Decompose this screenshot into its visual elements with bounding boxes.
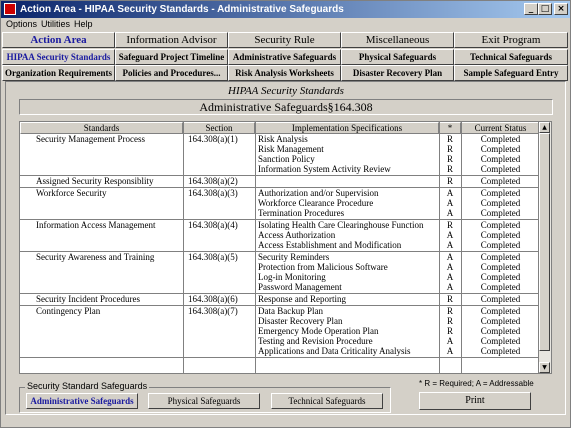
page-title: HIPAA Security Standards: [228, 85, 344, 97]
nav-administrative-safeguards[interactable]: Administrative Safeguards: [228, 49, 341, 65]
req-flag: R: [446, 294, 453, 304]
status-value: Completed: [480, 230, 521, 240]
req-flag: R: [446, 220, 453, 230]
status-value: Completed: [480, 144, 521, 154]
status-value: Completed: [480, 134, 521, 144]
spec-item: Access Establishment and Modification: [258, 240, 402, 250]
nav-safeguard-project-timeline[interactable]: Safeguard Project Timeline: [115, 49, 228, 65]
spec-item: Sanction Policy: [258, 154, 315, 164]
status-value: Completed: [480, 272, 521, 282]
section-number: 164.308(a)(5): [188, 252, 238, 262]
req-flag: A: [446, 208, 454, 218]
nav-organization-requirements[interactable]: Organization Requirements: [2, 65, 115, 81]
column-divider: [183, 122, 184, 374]
spec-item: Isolating Health Care Clearinghouse Function: [258, 220, 424, 230]
req-flag: R: [446, 154, 453, 164]
table-row[interactable]: [20, 188, 540, 220]
status-value: Completed: [480, 336, 521, 346]
standard-name: Assigned Security Responsiblity: [36, 176, 154, 186]
req-flag: A: [446, 198, 454, 208]
menu-utilities[interactable]: Utilities: [41, 19, 71, 29]
req-flag: A: [446, 282, 454, 292]
standards-table: [19, 121, 552, 374]
legend-text: * R = Required; A = Addressable: [419, 379, 534, 388]
status-value: Completed: [480, 154, 521, 164]
status-value: Completed: [480, 240, 521, 250]
req-flag: R: [446, 316, 453, 326]
scroll-up-icon[interactable]: ▲: [539, 122, 550, 133]
spec-item: Security Reminders: [258, 252, 330, 262]
spec-item: Risk Analysis: [258, 134, 308, 144]
status-value: Completed: [480, 164, 521, 174]
status-value: Completed: [480, 188, 521, 198]
req-flag: R: [446, 164, 453, 174]
spec-item: Data Backup Plan: [258, 306, 323, 316]
standard-name: Security Incident Procedures: [36, 294, 140, 304]
req-flag: A: [446, 262, 454, 272]
status-value: Completed: [480, 316, 521, 326]
spec-item: Information System Activity Review: [258, 164, 391, 174]
nav-row-secondary: [2, 49, 569, 65]
status-value: Completed: [480, 198, 521, 208]
column-divider: [461, 122, 462, 374]
req-flag: R: [446, 326, 453, 336]
table-row[interactable]: [20, 134, 540, 176]
scroll-thumb[interactable]: [539, 133, 550, 351]
standard-name: Contingency Plan: [36, 306, 101, 316]
nav-exit-program[interactable]: Exit Program: [454, 32, 568, 48]
scroll-down-icon[interactable]: ▼: [539, 362, 550, 373]
spec-item: Password Management: [258, 282, 342, 292]
standard-name: Workforce Security: [36, 188, 107, 198]
app-icon: [4, 3, 16, 15]
nav-row-main: [2, 32, 569, 48]
nav-information-advisor[interactable]: Information Advisor: [115, 32, 228, 48]
physical-safeguards-button[interactable]: Physical Safeguards: [148, 393, 260, 409]
menu-help[interactable]: Help: [74, 19, 93, 29]
administrative-safeguards-button[interactable]: Administrative Safeguards: [26, 393, 138, 409]
section-number: 164.308(a)(7): [188, 306, 238, 316]
nav-row-tertiary: [2, 65, 569, 81]
status-value: Completed: [480, 208, 521, 218]
spec-item: Workforce Clearance Procedure: [258, 198, 374, 208]
spec-item: Authorization and/or Supervision: [258, 188, 379, 198]
nav-risk-analysis-worksheets[interactable]: Risk Analysis Worksheets: [228, 65, 341, 81]
req-flag: A: [446, 252, 454, 262]
spec-item: Response and Reporting: [258, 294, 346, 304]
window-title: Action Area - HIPAA Security Standards - Administrative Safeguards: [20, 4, 344, 15]
req-flag: R: [446, 176, 453, 186]
spec-item: Log-in Monitoring: [258, 272, 326, 282]
section-number: 164.308(a)(3): [188, 188, 238, 198]
section-number: 164.308(a)(1): [188, 134, 238, 144]
spec-item: Protection from Malicious Software: [258, 262, 388, 272]
page-subtitle: Administrative Safeguards§164.308: [19, 99, 553, 115]
menu-bar: [1, 18, 570, 31]
column-divider: [255, 122, 256, 374]
status-value: Completed: [480, 346, 521, 356]
standard-name: Security Management Process: [36, 134, 145, 144]
section-number: 164.308(a)(2): [188, 176, 238, 186]
nav-policies-procedures[interactable]: Policies and Procedures...: [115, 65, 228, 81]
spec-item: Applications and Data Criticality Analysis: [258, 346, 411, 356]
technical-safeguards-button[interactable]: Technical Safeguards: [271, 393, 383, 409]
column-divider: [439, 122, 440, 374]
status-value: Completed: [480, 262, 521, 272]
maximize-button[interactable]: □: [538, 3, 552, 15]
standard-name: Information Access Management: [36, 220, 156, 230]
nav-hipaa-security-standards[interactable]: HIPAA Security Standards: [2, 49, 115, 65]
status-value: Completed: [480, 220, 521, 230]
standard-name: Security Awareness and Training: [36, 252, 155, 262]
close-button[interactable]: ×: [554, 3, 568, 15]
nav-miscellaneous[interactable]: Miscellaneous: [341, 32, 454, 48]
col-header-standards[interactable]: Standards: [20, 122, 183, 134]
col-header-required[interactable]: *: [439, 122, 461, 134]
minimize-button[interactable]: _: [524, 3, 538, 15]
table-scrollbar[interactable]: [538, 122, 551, 373]
col-header-status[interactable]: Current Status: [461, 122, 540, 134]
menu-options[interactable]: Options: [6, 19, 38, 29]
nav-action-area[interactable]: Action Area: [2, 32, 115, 48]
table-row[interactable]: [20, 176, 540, 188]
table-row[interactable]: [20, 306, 540, 358]
req-flag: R: [446, 134, 453, 144]
spec-item: Disaster Recovery Plan: [258, 316, 343, 326]
section-number: 164.308(a)(4): [188, 220, 238, 230]
print-button[interactable]: Print: [419, 392, 531, 410]
nav-physical-safeguards[interactable]: Physical Safeguards: [341, 49, 454, 65]
col-header-section[interactable]: Section: [183, 122, 255, 134]
nav-technical-safeguards[interactable]: Technical Safeguards: [454, 49, 568, 65]
status-value: Completed: [480, 282, 521, 292]
table-row[interactable]: [20, 220, 540, 252]
req-flag: R: [446, 144, 453, 154]
table-header: [20, 122, 540, 134]
status-value: Completed: [480, 326, 521, 336]
spec-item: Access Authorization: [258, 230, 336, 240]
nav-disaster-recovery-plan[interactable]: Disaster Recovery Plan: [341, 65, 454, 81]
spec-item: Termination Procedures: [258, 208, 345, 218]
table-row[interactable]: [20, 294, 540, 306]
spec-item: Emergency Mode Operation Plan: [258, 326, 379, 336]
req-flag: R: [446, 306, 453, 316]
req-flag: A: [446, 346, 454, 356]
spec-item: Risk Management: [258, 144, 324, 154]
safeguards-group-label: Security Standard Safeguards: [27, 381, 148, 391]
status-value: Completed: [480, 252, 521, 262]
section-number: 164.308(a)(6): [188, 294, 238, 304]
req-flag: A: [446, 336, 454, 346]
req-flag: A: [446, 272, 454, 282]
status-value: Completed: [480, 294, 521, 304]
col-header-specifications[interactable]: Implementation Specifications: [255, 122, 439, 134]
title-bar[interactable]: [1, 1, 570, 18]
status-value: Completed: [480, 176, 521, 186]
table-row[interactable]: [20, 252, 540, 294]
nav-security-rule[interactable]: Security Rule: [228, 32, 341, 48]
table-body: [20, 134, 540, 358]
req-flag: A: [446, 230, 454, 240]
nav-sample-safeguard-entry[interactable]: Sample Safeguard Entry: [454, 65, 568, 81]
status-value: Completed: [480, 306, 521, 316]
req-flag: A: [446, 188, 454, 198]
req-flag: A: [446, 240, 454, 250]
spec-item: Testing and Revision Procedure: [258, 336, 373, 346]
